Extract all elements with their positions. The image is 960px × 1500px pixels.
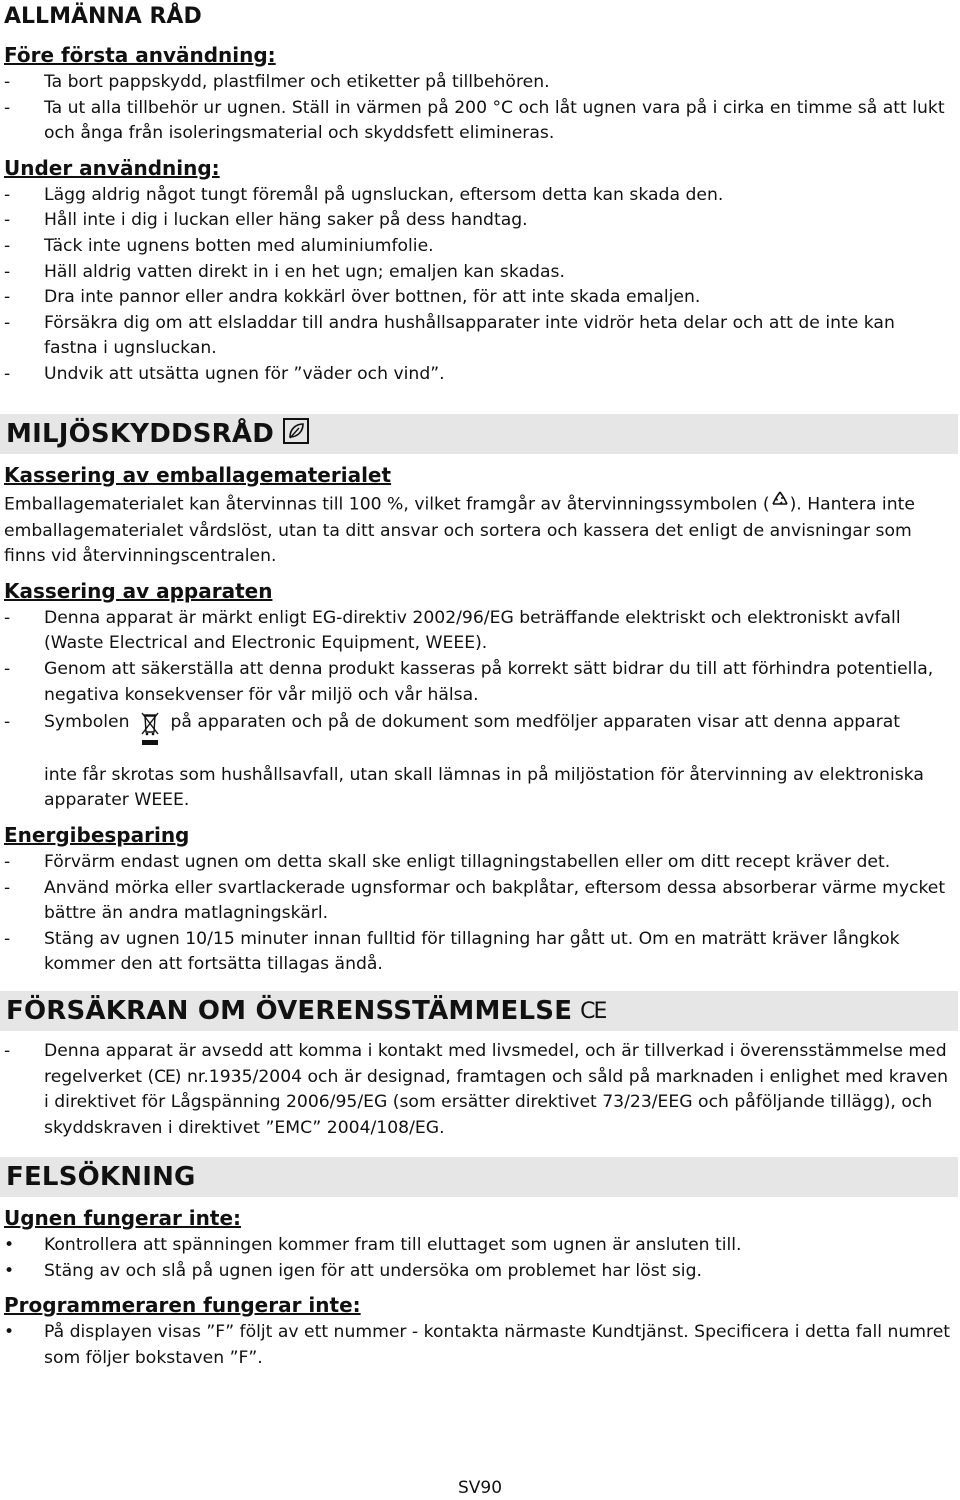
general-section [0,0,960,388]
list-dash: - [4,851,11,872]
list-item [4,208,960,234]
list-item [4,876,960,927]
list-item-text: Stäng av och slå på ugnen igen för att undersöka om problemet har löst sig. [44,1260,702,1281]
list-item-text: Lägg aldrig något tungt föremål på ugnsluckan, eftersom detta kan skada den. [44,184,724,205]
list-item [4,70,960,96]
list-bullet: • [4,1322,15,1343]
list-item-text: Ta bort pappskydd, plastfilmer och etiketter på tillbehören. [44,72,550,92]
environment-title-band [0,414,958,454]
troubleshooting-title: FELSÖKNING [6,1162,196,1192]
list-bullet: • [4,1260,15,1281]
list-dash: - [4,210,11,231]
list-item-text: Ta ut alla tillbehör ur ugnen. Ställ in värmen på 200 °C och låt ugnen vara på i cirka en timme så att lukt och ånga från isoleringsmaterial och skyddsfett elimineras. [44,97,945,144]
list-item [4,1233,960,1259]
list-item-text: Dra inte pannor eller andra kokkärl över bottnen, för att inte skada emaljen. [44,287,701,308]
list-dash: - [4,72,11,92]
ce-mark-icon: CE [580,998,606,1024]
list-item-text: Genom att säkerställa att denna produkt kasseras på korrekt sätt bidrar du till att förhindra potentiella, negativa konsekvenser för vår miljö och vår hälsa. [44,658,934,705]
list-item [4,1039,960,1141]
troubleshooting-title-band [0,1157,958,1197]
list-item [4,710,960,814]
list-dash: - [4,877,11,898]
list-item [4,927,960,978]
oven-not-working-heading: Ugnen fungerar inte: [4,1206,242,1230]
programmer-not-working-heading: Programmeraren fungerar inte: [4,1293,361,1318]
environment-title: MILJÖSKYDDSRÅD [6,419,275,449]
list-item-text: Täck inte ugnens botten med aluminiumfolie. [44,235,434,256]
conformity-text-part: Denna apparat är avsedd att komma i kontakt med livsmedel, och är tillverkad i överensstämmelse med regelverket ( [44,1041,947,1087]
page-number: SV90 [457,1478,503,1498]
list-item [4,1320,960,1371]
list-item-text: Kontrollera att spänningen kommer fram till eluttaget som ugnen är ansluten till. [44,1235,742,1255]
list-item-text [44,1039,960,1141]
list-item-text: Håll inte i dig i luckan eller häng saker på dess handtag. [44,210,528,231]
list-item [4,657,960,708]
list-item-text: På displayen visas ”F” följt av ett nummer - kontakta närmaste Kundtjänst. Specificera i detta fall numret som följer bokstaven ”F”. [44,1322,951,1368]
list-item [4,96,960,147]
weee-text-part: på apparaten och på de dokument som medföljer apparaten visar att denna apparat [170,712,901,733]
crossed-out-bin-icon [139,710,161,757]
list-item-text [44,710,960,814]
environment-leaf-icon [282,417,310,452]
appliance-disposal-heading: Kassering av apparaten [4,578,273,603]
weee-text-part: inte får skrotas som hushållsavfall, utan skall lämnas in på miljöstation för återvinning av elektroniska apparater WEEE. [44,764,924,811]
list-dash: - [4,97,11,118]
list-item [4,285,960,311]
list-dash: - [4,712,11,733]
list-dash: - [4,184,11,205]
list-dash: - [4,658,11,679]
general-title: ALLMÄNNA RÅD [4,4,202,29]
list-bullet: • [4,1235,15,1255]
list-item [4,260,960,286]
list-item-text: Förvärm endast ugnen om detta skall ske enligt tillagningstabellen eller om ditt recept kräver det. [44,851,891,872]
weee-text-part: Symbolen [44,712,130,733]
list-dash: - [4,312,11,333]
list-dash: - [4,363,11,384]
conformity-text-part: ) nr.1935/2004 och är designad, framtagen och såld på marknaden i enlighet med kraven i direktivet för Lågspänning 2006/95/EG (som ersätter direktivet 73/23/EEG och påföljande tillägg), och skyddskraven i direktivet ”EMC” 2004/108/EG. [44,1066,948,1138]
packaging-text-part: Emballagematerialet kan återvinnas till 100 %, vilket framgår av återvinningssymbolen ( [4,494,770,515]
packaging-text-part: ). Hantera inte emballagematerialet vårdslöst, utan ta ditt ansvar och sortera och kassera det enligt de anvisningar som finns vid återvinningscentralen. [4,494,915,567]
list-item-text: Använd mörka eller svartlackerade ugnsformar och bakplåtar, eftersom dessa absorberar värme mycket bättre än andra matlagningskärl. [44,877,946,924]
list-item-text: Stäng av ugnen 10/15 minuter innan fulltid för tillagning har gått ut. Om en maträtt kräver långkok kommer den att fortsätta tillagas ändå. [44,928,900,975]
during-use-heading: Under användning: [4,155,220,180]
energy-saving-heading: Energibesparing [4,822,190,847]
list-dash: - [4,261,11,282]
environment-section [0,414,960,978]
list-item [4,1259,960,1285]
list-dash: - [4,235,11,256]
list-item-text: Försäkra dig om att elsladdar till andra hushållsapparater inte vidrör heta delar och att de inte kan fastna i ugnsluckan. [44,312,895,359]
list-item-text: Undvik att utsätta ugnen för ”väder och vind”. [44,363,445,384]
packaging-disposal-heading: Kassering av emballagematerialet [4,463,392,487]
list-item [4,311,960,362]
list-item [4,183,960,209]
list-item [4,234,960,260]
list-item [4,850,960,876]
packaging-disposal-text [4,490,960,570]
list-dash: - [4,607,11,628]
recycling-icon [770,490,790,519]
list-item-text: Denna apparat är märkt enligt EG-direktiv 2002/96/EG beträffande elektriskt och elektroniskt avfall (Waste Electrical and Electronic Equipment, WEEE). [44,607,901,654]
list-item [4,606,960,657]
ce-mark-icon: CE [154,1066,175,1087]
conformity-title: FÖRSÄKRAN OM ÖVERENSSTÄMMELSE [6,996,573,1026]
list-dash: - [4,287,11,308]
list-item [4,362,960,388]
list-dash: - [4,928,11,949]
conformity-title-band [0,991,958,1031]
troubleshooting-section [0,1157,960,1371]
conformity-section [0,991,960,1141]
list-item-text: Häll aldrig vatten direkt in i en het ugn; emaljen kan skadas. [44,261,565,282]
before-first-use-heading: Före första användning: [4,43,276,67]
list-dash: - [4,1041,11,1061]
